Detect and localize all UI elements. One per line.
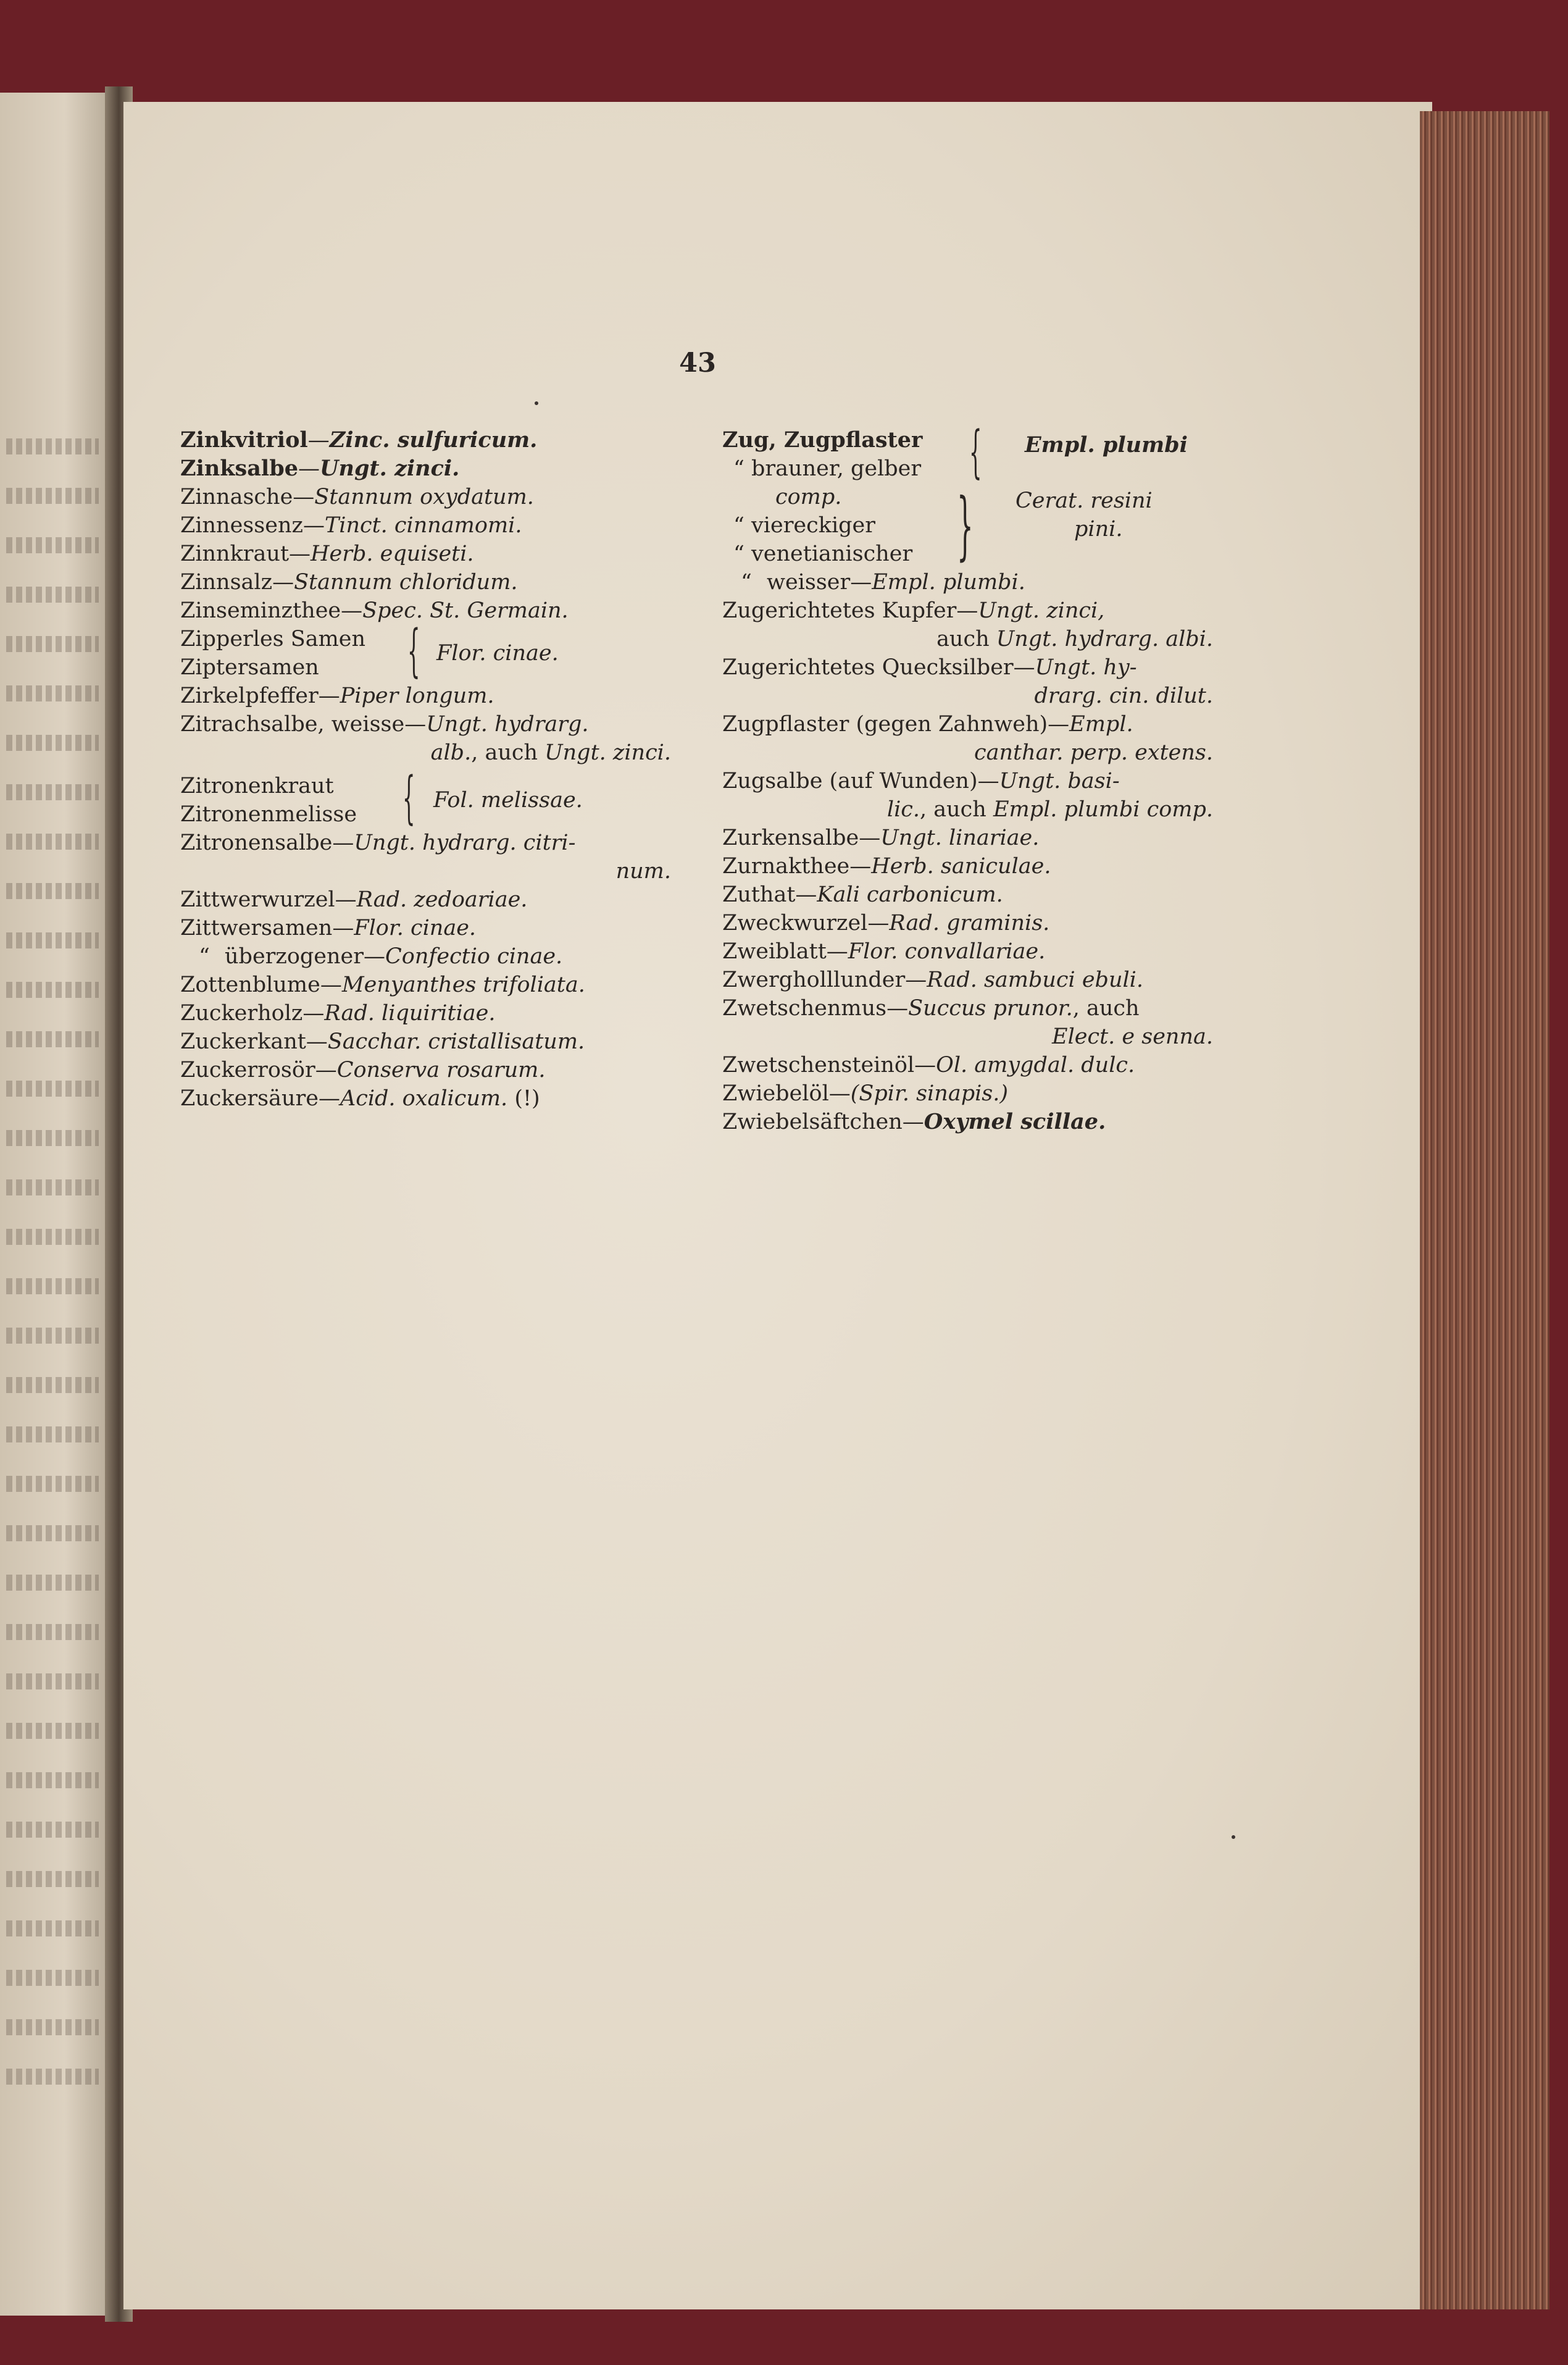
entry-head: Zweiblatt	[722, 939, 827, 964]
entry-zwiebelsaeftchen	[722, 1108, 1235, 1136]
entry-head: Zitronenkraut	[180, 774, 334, 798]
entry-head: Zwiebelöl	[722, 1081, 829, 1106]
entry-head: Zwergholllunder	[722, 968, 906, 992]
entry-zottenblume	[180, 971, 686, 999]
entry-latin: Stannum oxydatum.	[314, 485, 534, 509]
entry-latin: Sacchar. cristallisatum.	[327, 1029, 585, 1054]
entry-continuation: Elect. e senna.	[1052, 1024, 1213, 1049]
entry-head: Zugsalbe (auf Wunden)	[722, 769, 978, 793]
entry-zinkvitriol	[180, 426, 686, 454]
entry-latin: Confectio cinae.	[385, 944, 563, 969]
entry-continuation: num.	[615, 859, 671, 884]
entry-zweiblatt	[722, 937, 1235, 966]
entry-zugsalbe	[722, 767, 1235, 795]
entry-zinnessenz	[180, 511, 686, 540]
entry-head: Zitrachsalbe, weisse	[180, 712, 405, 737]
entry-head: comp.	[775, 485, 842, 509]
entry-continuation: lic., auch Empl. plumbi comp.	[886, 797, 1213, 822]
entry-zugpflaster-zahnweh	[722, 710, 1235, 739]
entry-quecksilber	[722, 653, 1235, 682]
entry-group-zugpflaster	[722, 419, 1235, 485]
entry-continuation: alb., auch Ungt. zinci.	[430, 740, 671, 765]
entry-latin: Zinc. sulfuricum.	[329, 427, 538, 453]
entry-head: “ viereckiger	[733, 513, 875, 538]
entry-head: Zuckerkant	[180, 1029, 306, 1054]
entry-latin: Succus prunor.	[908, 996, 1073, 1021]
brace-icon: {	[969, 419, 982, 485]
entry-zinseminzthee	[180, 596, 686, 625]
entry-head: Zinseminzthee	[180, 598, 341, 623]
entry-zwiebeloel	[722, 1079, 1235, 1108]
entry-latin: Herb. equiseti.	[311, 542, 474, 566]
entry-zinnasche	[180, 483, 686, 511]
brace-icon: {	[407, 617, 420, 684]
entry-latin: Fol. melissae.	[433, 788, 583, 813]
entry-latin: Empl. plumbi	[1025, 432, 1188, 458]
entry-latin: Empl. plumbi.	[872, 570, 1025, 595]
entry-latin: Piper longum.	[340, 684, 494, 708]
entry-head: weisser	[767, 570, 851, 595]
entry-zuckersaeure	[180, 1084, 686, 1113]
entry-latin: Cerat. resini	[1015, 488, 1153, 513]
entry-latin: Oxymel scillae.	[924, 1109, 1106, 1134]
entry-head: Zweckwurzel	[722, 911, 868, 936]
entry-zuckerholz	[180, 999, 686, 1028]
entry-zwetschensteinoel	[722, 1051, 1235, 1079]
entry-latin: Kali carbonicum.	[817, 882, 1003, 907]
entry-head: Zitronenmelisse	[180, 802, 357, 827]
left-column	[180, 426, 686, 1113]
entry-zirkelpfeffer	[180, 682, 686, 710]
entry-zuthat	[722, 881, 1235, 909]
entry-zinnsalz	[180, 568, 686, 596]
entry-weisser	[722, 568, 1235, 596]
entry-head: Zirkelpfeffer	[180, 684, 319, 708]
print-speck	[1232, 1835, 1235, 1839]
entry-latin: Conserva rosarum.	[336, 1058, 546, 1082]
entry-head: Zinksalbe	[180, 456, 298, 481]
print-speck	[535, 401, 538, 405]
entry-latin: Rad. graminis.	[889, 911, 1050, 936]
entry-head: Zittwerwurzel	[180, 887, 335, 912]
entry-zittwersamen	[180, 914, 686, 942]
entry-head: Zugerichtetes Quecksilber	[722, 655, 1014, 680]
entry-continuation: canthar. perp. extens.	[974, 740, 1213, 765]
entry-group-zipperles	[180, 617, 686, 684]
entry-latin: Ungt. linariae.	[880, 826, 1040, 850]
entry-continuation: auch Ungt. hydrarg. albi.	[936, 627, 1213, 651]
entry-head: überzogener	[225, 944, 364, 969]
entry-head: Zipperles Samen	[180, 627, 366, 651]
entry-head: Zugerichtetes Kupfer	[722, 598, 957, 623]
entry-latin: (Spir. sinapis.)	[850, 1081, 1009, 1106]
entry-group-zitronenkraut	[180, 764, 686, 831]
entry-latin: Ungt. hy-	[1035, 655, 1137, 680]
entry-head: Zwetschenmus	[722, 996, 887, 1021]
entry-kupfer	[722, 596, 1235, 625]
entry-head: Zurnakthee	[722, 854, 850, 879]
entry-latin: Tinct. cinnamomi.	[324, 513, 522, 538]
entry-head: Zinnkraut	[180, 542, 290, 566]
entry-latin: pini.	[1074, 517, 1123, 542]
entry-continuation: drarg. cin. dilut.	[1034, 684, 1213, 708]
entry-latin: Rad. sambuci ebuli.	[927, 968, 1144, 992]
brace-icon: }	[957, 483, 974, 569]
entry-head: Zinnasche	[180, 485, 293, 509]
entry-head: Zottenblume	[180, 973, 320, 997]
entry-zitronensalbe	[180, 829, 686, 857]
entry-latin: Spec. St. Germain.	[362, 598, 569, 623]
entry-head: Zwiebelsäftchen	[722, 1110, 903, 1134]
entry-latin: Empl.	[1069, 712, 1133, 737]
ditto-mark: “	[199, 944, 210, 969]
entry-head: “ venetianischer	[733, 542, 913, 566]
entry-latin: Ungt. hydrarg. citri-	[354, 831, 576, 855]
entry-head: Zuckerholz	[180, 1001, 303, 1026]
entry-latin: Acid. oxalicum.	[340, 1086, 508, 1111]
entry-head: “ brauner, gelber	[733, 456, 922, 481]
entry-head: Zuckersäure	[180, 1086, 319, 1111]
entry-zittwerwurzel	[180, 885, 686, 914]
entry-head: Zuckerrosör	[180, 1058, 315, 1082]
entry-latin: Rad. liquiritiae.	[324, 1001, 496, 1026]
entry-head: Zwetschensteinöl	[722, 1053, 915, 1078]
entry-head: Zinnsalz	[180, 570, 273, 595]
entry-group-cerat	[722, 483, 1235, 568]
entry-head: Ziptersamen	[180, 655, 319, 680]
entry-zitrachsalbe	[180, 710, 686, 739]
right-column	[722, 419, 1235, 1136]
entry-latin: Ungt. basi-	[999, 769, 1120, 793]
entry-latin: Rad. zedoariae.	[356, 887, 528, 912]
entry-latin: Ungt. zinci.	[319, 456, 460, 481]
entry-zwetschenmus: Zwetschenmus— Succus prunor., auch	[722, 994, 1235, 1023]
entry-head: Zugpflaster (gegen Zahnweh)	[722, 712, 1048, 737]
entry-suffix: (!)	[507, 1086, 540, 1111]
ditto-mark: “	[741, 570, 752, 595]
entry-zinnkraut	[180, 540, 686, 568]
page-number: 43	[679, 348, 716, 379]
entry-latin: Stannum chloridum.	[294, 570, 518, 595]
entry-head: Zinkvitriol	[180, 427, 308, 453]
entry-latin: Flor. convallariae.	[848, 939, 1046, 964]
entry-zuckerkant	[180, 1028, 686, 1056]
entry-zurkensalbe	[722, 824, 1235, 852]
entry-zinksalbe	[180, 454, 686, 483]
brace-icon: {	[402, 764, 415, 831]
entry-head: Zittwersamen	[180, 916, 333, 940]
entry-latin: Ungt. zinci,	[978, 598, 1105, 623]
entry-latin: Flor. cinae.	[436, 641, 559, 666]
entry-latin: Ungt. hydrarg.	[426, 712, 589, 737]
entry-head: Zuthat	[722, 882, 796, 907]
entry-head: Zurkensalbe	[722, 826, 859, 850]
entry-latin: Herb. saniculae.	[871, 854, 1051, 879]
entry-zuckerrosoer	[180, 1056, 686, 1084]
entry-head: Zitronensalbe	[180, 831, 333, 855]
entry-latin: Ol. amygdal. dulc.	[936, 1053, 1135, 1078]
entry-head: Zug, Zugpflaster	[722, 427, 923, 453]
entry-latin: Flor. cinae.	[354, 916, 477, 940]
entry-ueberzogener	[180, 942, 686, 971]
entry-head: Zinnessenz	[180, 513, 303, 538]
entry-latin: Menyanthes trifoliata.	[341, 973, 585, 997]
entry-zweckwurzel	[722, 909, 1235, 937]
entry-zwerghollunder	[722, 966, 1235, 994]
entry-zurnakthee	[722, 852, 1235, 881]
